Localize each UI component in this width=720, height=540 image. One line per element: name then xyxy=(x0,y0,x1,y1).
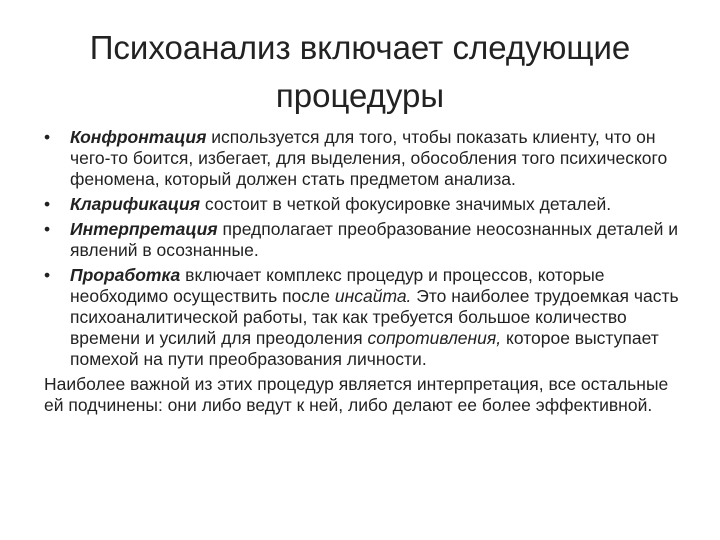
emphasis-insight: инсайта. xyxy=(334,286,412,306)
term-clarification: Кларификация xyxy=(70,194,201,214)
list-item-interpretation xyxy=(44,219,684,261)
list-item-working-through xyxy=(44,265,684,370)
slide-title xyxy=(40,24,680,120)
description-working-through-part-1: включает комплекс процедур и процессов, которые необходимо осуществить после xyxy=(70,265,605,306)
term-interpretation: Интерпретация xyxy=(70,219,218,239)
slide-title-line-2: процедуры xyxy=(275,77,445,114)
slide-content xyxy=(44,127,684,416)
term-confrontation: Конфронтация xyxy=(70,127,207,147)
bullet-icon: • xyxy=(44,265,51,285)
list-item-confrontation xyxy=(44,127,684,190)
description-clarification: состоит в четкой фокусировке значимых деталей. xyxy=(200,194,612,214)
term-working-through: Проработка xyxy=(70,265,181,285)
bullet-icon: • xyxy=(44,219,51,239)
emphasis-resistance: сопротивления, xyxy=(367,328,502,348)
procedure-list xyxy=(44,127,684,370)
description-working-through-part-2: Это наиболее трудоемкая часть психоаналитической работы, так как требуется большое количество времени и усилий для преодоления xyxy=(70,286,679,348)
description-confrontation: используется для того, чтобы показать клиенту, что он чего-то боится, избегает, для выделения, обособления того психического феномена, который должен стать предметом анализа. xyxy=(70,127,668,189)
bullet-icon: • xyxy=(44,127,51,147)
slide-title-line-1: Психоанализ включает следующие xyxy=(89,29,631,66)
bullet-icon: • xyxy=(44,194,51,214)
description-interpretation: предполагает преобразование неосознанных деталей и явлений в осознанные. xyxy=(70,219,678,260)
list-item-clarification xyxy=(44,194,684,215)
summary-paragraph: Наиболее важной из этих процедур является интерпретация, все остальные ей подчинены: они либо ведут к ней, либо делают ее более эффективной. xyxy=(44,374,669,415)
description-working-through-part-3: которое выступает помехой на пути преобразования личности. xyxy=(70,328,659,369)
